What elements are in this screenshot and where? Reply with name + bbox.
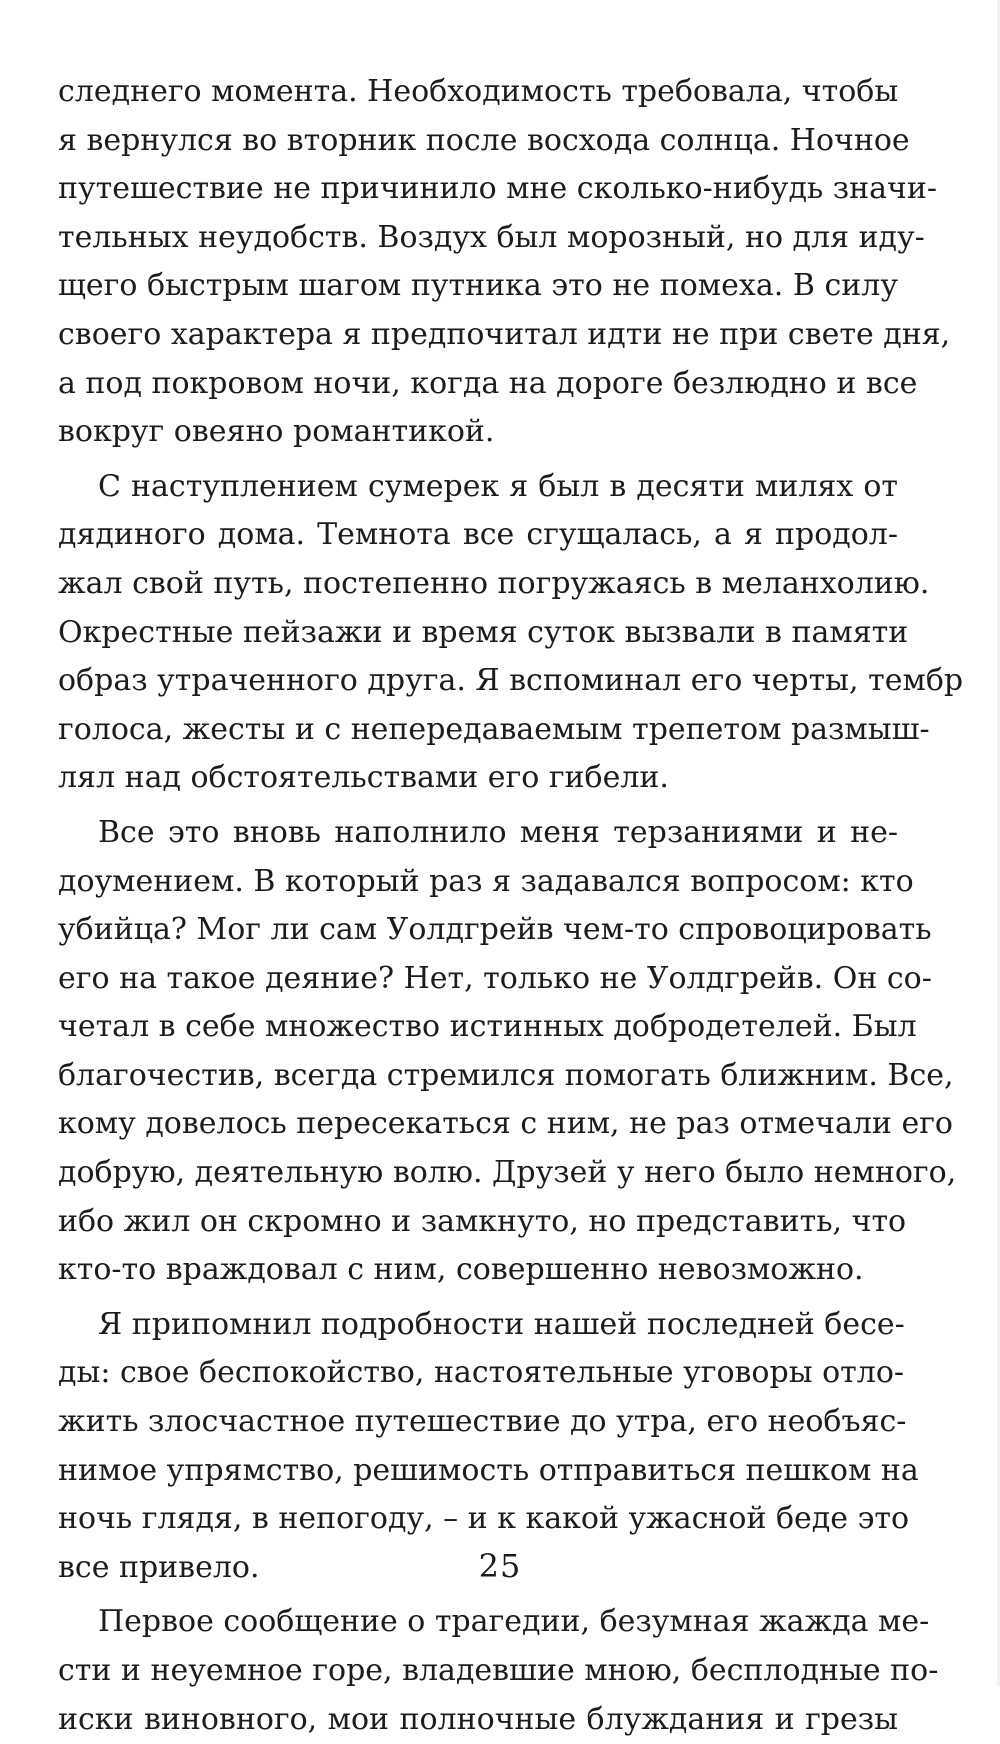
text-line: его на такое деяние? Нет, только не Уолдгрейв. Он со- [58, 960, 932, 996]
text-line: кто-то враждовал с ним, совершенно невозможно. [58, 1252, 864, 1288]
paragraph-5 [58, 1598, 939, 1744]
text-line: голоса, жесты и с непередаваемым трепетом размыш- [58, 711, 930, 747]
text-line: С наступлением сумерек я был в десяти милях от [98, 468, 898, 504]
text-line: следнего момента. Необходимость требовала, чтобы [58, 74, 899, 109]
text-line: Все это вновь наполнило меня терзаниями и не- [98, 814, 898, 850]
text-line: иски виновного, мои полночные блуждания и грезы [58, 1701, 898, 1737]
text-line: своего характера я предпочитал идти не при свете дня, [58, 316, 951, 352]
text-line: лял над обстоятельствами его гибели. [58, 760, 669, 796]
text-line: щего быстрым шагом путника это не помеха. В силу [58, 268, 898, 304]
text-line: сти и неуемное горе, владевшие мною, бесплодные по- [58, 1653, 939, 1688]
text-line: Окрестные пейзажи и время суток вызвали в памяти [58, 614, 909, 650]
text-line: убийца? Мог ли сам Уолдгрейв чем-то спровоцировать [58, 912, 932, 948]
text-line: жить злосчастное путешествие до утра, его необъяс- [58, 1404, 907, 1440]
text-line: ибо жил он скромно и замкнуто, но представить, что [58, 1203, 907, 1239]
text-line: Я припомнил подробности нашей последней бесе- [98, 1306, 905, 1342]
text-line: вокруг овеяно романтикой. [58, 414, 495, 450]
text-line: образ утраченного друга. Я вспоминал его черты, тембр [58, 663, 964, 699]
paragraph-3 [58, 809, 957, 1295]
text-line: нимое упрямство, решимость отправиться пешком на [58, 1452, 919, 1488]
page-number: 25 [478, 1547, 522, 1585]
text-line: я вернулся во вторник после восхода солнца. Ночное [58, 122, 910, 158]
text-line: ды: свое беспокойство, настоятельные уговоры отло- [58, 1355, 905, 1391]
text-line: дядиного дома. Темнота все сгущалась, а я продол- [58, 517, 898, 553]
paragraph-1 [58, 68, 951, 457]
text-line: ночь глядя, в непогоду, – и к какой ужасной беде это [58, 1501, 910, 1537]
text-line: все привело. [58, 1549, 260, 1585]
text-line: тельных неудобств. Воздух был морозный, но для иду- [58, 219, 925, 255]
text-line: четал в себе множество истинных добродетелей. Был [58, 1009, 917, 1045]
text-line: доумением. В который раз я задавался вопросом: кто [58, 863, 914, 899]
text-line: путешествие не причинило мне сколько-нибудь значи- [58, 171, 937, 207]
text-line: добрую, деятельную волю. Друзей у него было немного, [58, 1155, 957, 1191]
body-text [58, 68, 964, 1744]
paragraph-2 [58, 463, 964, 803]
text-line: кому довелось пересекаться с ним, не раз отмечали его [58, 1106, 953, 1142]
text-line: жал свой путь, постепенно погружаясь в меланхолию. [58, 565, 930, 601]
text-line: Первое сообщение о трагедии, безумная жажда ме- [98, 1604, 930, 1640]
text-line: благочестив, всегда стремился помогать ближним. Все, [58, 1057, 954, 1093]
text-line: а под покровом ночи, когда на дороге безлюдно и все [58, 365, 918, 401]
